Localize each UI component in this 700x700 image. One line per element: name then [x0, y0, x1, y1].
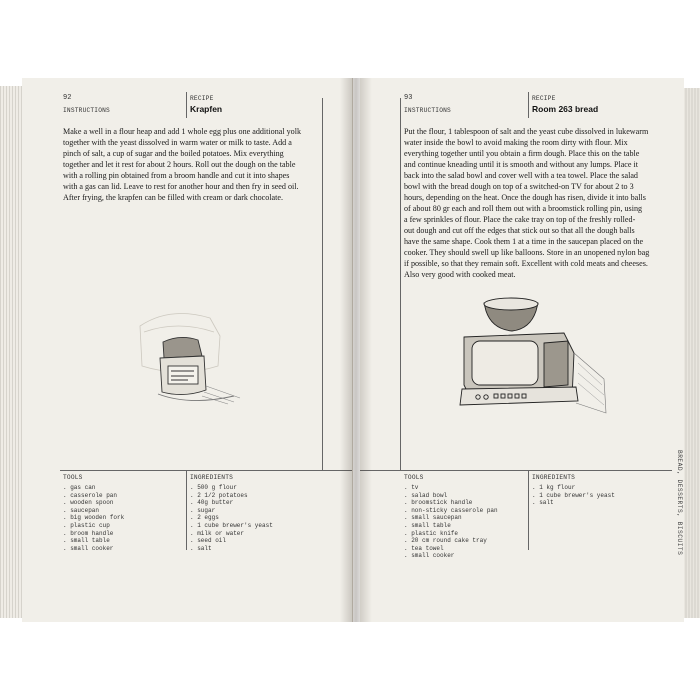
recipe-instructions	[404, 126, 649, 280]
instruction-line: together and let it rest for about 2 hours. Roll out the dough on the table	[63, 160, 296, 169]
recipe-label: RECIPE	[190, 95, 214, 102]
header-divider	[528, 92, 529, 118]
instruction-line: a few sprinkles of flour. Place the cake tray on top of the freshly rolled-	[404, 215, 636, 224]
ingredients-list	[190, 484, 273, 552]
tools-list	[404, 484, 498, 560]
instruction-line: out dough and cut off the edges that stick out so that all the dough balls	[404, 226, 635, 235]
instruction-line: of about 80 gr each and roll them out with a broomstick rolling pin, using	[404, 204, 643, 213]
list-item: . non-sticky casserole pan	[404, 506, 498, 514]
instruction-line: together with the yeast dissolved in warm water or milk to taste. Add a	[63, 138, 292, 147]
section-divider	[60, 470, 352, 471]
page-number: 93	[404, 94, 413, 102]
page-edges-left	[0, 86, 22, 618]
recipe-label: RECIPE	[532, 95, 556, 102]
instruction-line: After frying, the krapfen can be filled with cream or dark chocolate.	[63, 193, 284, 202]
right-page	[360, 78, 684, 622]
section-divider	[360, 470, 672, 471]
ingredients-label: INGREDIENTS	[532, 474, 576, 481]
list-item: . small cooker	[404, 552, 455, 560]
page-number: 92	[63, 94, 72, 102]
list-item: . sugar	[190, 506, 216, 514]
instruction-line: with a rolling pin obtained from a broom handle and cut it into shapes	[63, 171, 290, 180]
tools-label: TOOLS	[63, 474, 83, 481]
instruction-line: Put the flour, 1 tablespoon of salt and the yeast cube dissolved in lukewarm	[404, 127, 649, 136]
left-page	[22, 78, 353, 622]
list-item: . plastic cup	[63, 521, 110, 529]
recipe-title: Room 263 bread	[532, 104, 599, 114]
list-item: . broomstick handle	[404, 499, 473, 507]
recipe-instructions	[63, 126, 301, 203]
book-gutter	[340, 78, 372, 622]
instructions-label: INSTRUCTIONS	[404, 107, 451, 114]
list-item: . tv	[404, 484, 419, 491]
ingredients-label: INGREDIENTS	[190, 474, 234, 481]
list-item: . seed oil	[190, 537, 227, 545]
instruction-line: Also very good with cooked meat.	[404, 270, 516, 279]
list-item: . 1 cube brewer's yeast	[532, 491, 615, 499]
list-item: . salt	[190, 544, 212, 552]
instruction-line: Make a well in a flour heap and add 1 whole egg plus one additional yolk	[63, 127, 302, 136]
instruction-line: and continue kneading until it is smooth and without any lumps. Place it	[404, 160, 639, 169]
list-item: . 1 kg flour	[532, 484, 576, 491]
tools-ingredients-divider	[528, 470, 529, 550]
instruction-line: water inside the bowl to avoid making the room dirty with flour. Mix	[404, 138, 628, 147]
list-item: . saucepan	[63, 506, 100, 514]
instruction-line: with a gas can lid. Leave to rest for another hour and then fry in seed oil.	[63, 182, 299, 191]
instruction-line: pinch of salt, a cup of sugar and the boiled potatoes. Mix everything	[63, 149, 284, 158]
list-item: . tea towel	[404, 544, 444, 552]
list-item: . small table	[63, 537, 110, 545]
instruction-line: hours, depending on the heat. Once the dough has risen, divide it into balls	[404, 193, 646, 202]
instruction-line: everything together until you obtain a firm dough. Place this on the table	[404, 149, 640, 158]
list-item: . salad bowl	[404, 491, 448, 499]
list-item: . 1 cube brewer's yeast	[190, 521, 273, 529]
list-item: . broom handle	[63, 529, 114, 537]
recipe-title: Krapfen	[190, 104, 223, 114]
instruction-line: back into the salad bowl and cover well with a tea towel. Place the salad	[404, 171, 638, 180]
instructions-label: INSTRUCTIONS	[63, 107, 110, 114]
list-item: . casserole pan	[63, 491, 118, 499]
page-rule	[400, 98, 401, 470]
list-item: . wooden spoon	[63, 499, 114, 507]
tools-list	[63, 484, 124, 552]
instruction-line: have the same shape. Cook them 1 at a time in the saucepan placed on the	[404, 237, 644, 246]
list-item: . big wooden fork	[63, 514, 125, 522]
page-edges-right	[684, 88, 700, 618]
list-item: . salt	[532, 499, 554, 507]
list-item: . 40g butter	[190, 499, 234, 507]
header-divider	[186, 92, 187, 118]
chapter-side-label: BREAD, DESSERTS, BISCUITS	[676, 450, 683, 556]
list-item: . small table	[404, 521, 451, 529]
list-item: . 500 g flour	[190, 484, 237, 491]
ingredients-list	[532, 484, 615, 507]
page-rule	[322, 98, 323, 470]
tv-bowl-illustration	[456, 293, 616, 423]
instruction-line: if possible, so that they remain soft. Excellent with cold meats and cheeses.	[404, 259, 648, 268]
list-item: . plastic knife	[404, 529, 459, 537]
instruction-line: cooker. They should swell up like balloons. Store in an unopened nylon bag	[404, 248, 650, 257]
tools-ingredients-divider	[186, 470, 187, 550]
list-item: . small saucepan	[404, 514, 462, 522]
list-item: . 2 1/2 potatoes	[190, 491, 248, 499]
instruction-line: bowl with the bread dough on top of a switched-on TV for about 2 to 3	[404, 182, 634, 191]
list-item: . 2 eggs	[190, 514, 219, 522]
jar-illustration	[130, 306, 270, 436]
list-item: . 20 cm round cake tray	[404, 537, 487, 545]
list-item: . gas can	[63, 484, 96, 491]
list-item: . milk or water	[190, 529, 245, 537]
tools-label: TOOLS	[404, 474, 424, 481]
list-item: . small cooker	[63, 544, 114, 552]
open-book	[0, 78, 700, 622]
